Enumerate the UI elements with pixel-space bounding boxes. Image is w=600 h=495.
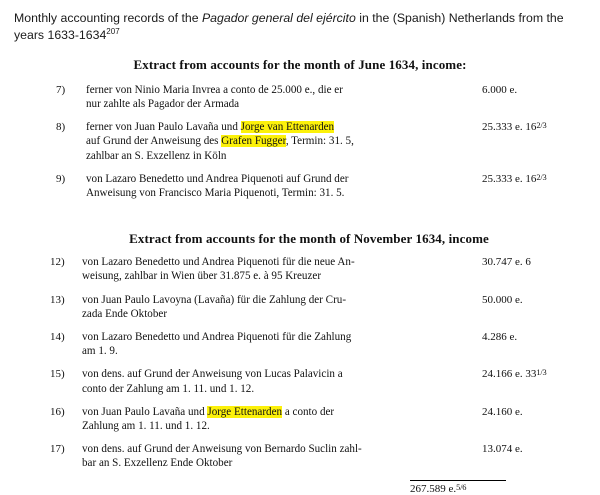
entry-text — [82, 255, 476, 292]
entry-amount: 30.747 e. 6 — [482, 256, 531, 269]
section-heading-june: Extract from accounts for the month of June 1634, income: — [133, 56, 467, 72]
entry-amount — [476, 367, 586, 404]
highlight-name: Jorge van Ettenarden — [240, 121, 335, 134]
section-heading-november: Extract from accounts for the month of November 1634, income — [129, 231, 489, 247]
intro-italic-title: Pagador general del ejército — [201, 11, 356, 25]
entry-number: 9) — [56, 172, 66, 185]
highlight-name: Jorge Ettenarden — [207, 405, 283, 418]
table-row — [14, 120, 586, 172]
entry-text: von Juan Paulo Lavaña und Jorge Ettenarden a conto der Zahlung am 1. 11. und 1. 12. — [82, 405, 335, 432]
entry-amount: 4.286 e. — [482, 330, 518, 343]
entry-line: weisung, zahlbar in Wien über 31.875 e. à 95 Kreuzer — [82, 270, 322, 283]
entry-line: Anweisung von Francisco Maria Piquenoti, Termin: 31. 5. — [86, 187, 345, 200]
entry-amount: 50.000 e. — [482, 293, 523, 306]
table-row — [14, 172, 586, 209]
total-amount — [410, 483, 514, 495]
entry-line: von Lazaro Benedetto und Andrea Piquenoti für die Zahlung — [82, 330, 352, 343]
total-row — [14, 480, 586, 495]
amount-value: 25.333 e. 16 — [482, 121, 537, 134]
amount-fraction: 1/3 — [536, 368, 547, 378]
intro-after-italic: in the (Spanish) Netherlands from the years 1633-1634 — [14, 11, 564, 43]
entry-line: von dens. auf Grund der Anweisung von Bernardo Suclin zahl- — [82, 443, 362, 456]
entry-number: 8) — [56, 121, 66, 134]
table-row — [14, 405, 586, 442]
footnote-marker: 207 — [106, 27, 120, 37]
entry-line: von Lazaro Benedetto und Andrea Piquenoti für die neue An- — [82, 256, 355, 269]
entry-line: von Juan Paulo Lavoyna (Lavaña) für die Zahlung der Cru- — [82, 293, 347, 306]
entry-amount: 13.074 e. — [482, 443, 523, 456]
entry-number: 15) — [50, 368, 65, 381]
entry-line: bar an S. Exzellenz Ende Oktober — [82, 457, 233, 470]
entry-amount: 6.000 e. — [482, 83, 518, 96]
entry-text: ferner von Juan Paulo Lavaña und Jorge van Ettenarden auf Grund der Anweisung des Grafen Fugger, Termin: 31. 5, zahlbar an S. Exzellenz in Köln — [86, 121, 354, 162]
amount-value: 24.166 e. 33 — [482, 368, 537, 381]
entry-line: ferner von Ninio Maria Invrea a conto de 25.000 e., die er — [86, 83, 343, 96]
entry-number: 17) — [50, 443, 65, 456]
intro-paragraph — [14, 10, 586, 45]
highlight-name: Grafen Fugger — [221, 135, 286, 148]
entry-text — [86, 172, 476, 209]
entry-line: nur zahlte als Pagador der Armada — [86, 98, 240, 111]
table-row — [14, 330, 586, 367]
entry-line: am 1. 9. — [82, 345, 118, 358]
table-row — [14, 367, 586, 404]
entry-number: 12) — [50, 256, 65, 269]
june-entries-table — [14, 83, 586, 209]
entry-line: von Lazaro Benedetto und Andrea Piquenoti auf Grund der — [86, 172, 349, 185]
table-row — [14, 442, 586, 479]
amount-fraction: 2/3 — [536, 172, 547, 182]
entry-amount: 24.160 e. — [482, 405, 523, 418]
total-value: 267.589 e. — [410, 483, 457, 495]
entry-text — [82, 442, 476, 479]
entry-text — [82, 293, 476, 330]
entry-number: 16) — [50, 405, 65, 418]
total-fraction: 5/6 — [456, 483, 467, 493]
entry-amount — [476, 120, 586, 172]
entry-line: zada Ende Oktober — [82, 307, 168, 320]
amount-value: 25.333 e. 16 — [482, 172, 537, 185]
entry-text — [86, 83, 476, 120]
entry-number: 13) — [50, 293, 65, 306]
entry-text — [82, 367, 476, 404]
entry-text — [82, 330, 476, 367]
entry-number: 7) — [56, 83, 66, 96]
entry-line: von dens. auf Grund der Anweisung von Lucas Palavicin a — [82, 368, 343, 381]
november-entries-table — [14, 255, 586, 479]
intro-before-italic: Monthly accounting records of the — [14, 11, 202, 25]
table-row — [14, 83, 586, 120]
total-divider — [410, 480, 506, 481]
entry-number: 14) — [50, 330, 65, 343]
table-row — [14, 293, 586, 330]
amount-fraction: 2/3 — [536, 121, 547, 131]
table-row — [14, 255, 586, 292]
entry-line: conto der Zahlung am 1. 11. und 1. 12. — [82, 382, 255, 395]
entry-amount — [476, 172, 586, 209]
